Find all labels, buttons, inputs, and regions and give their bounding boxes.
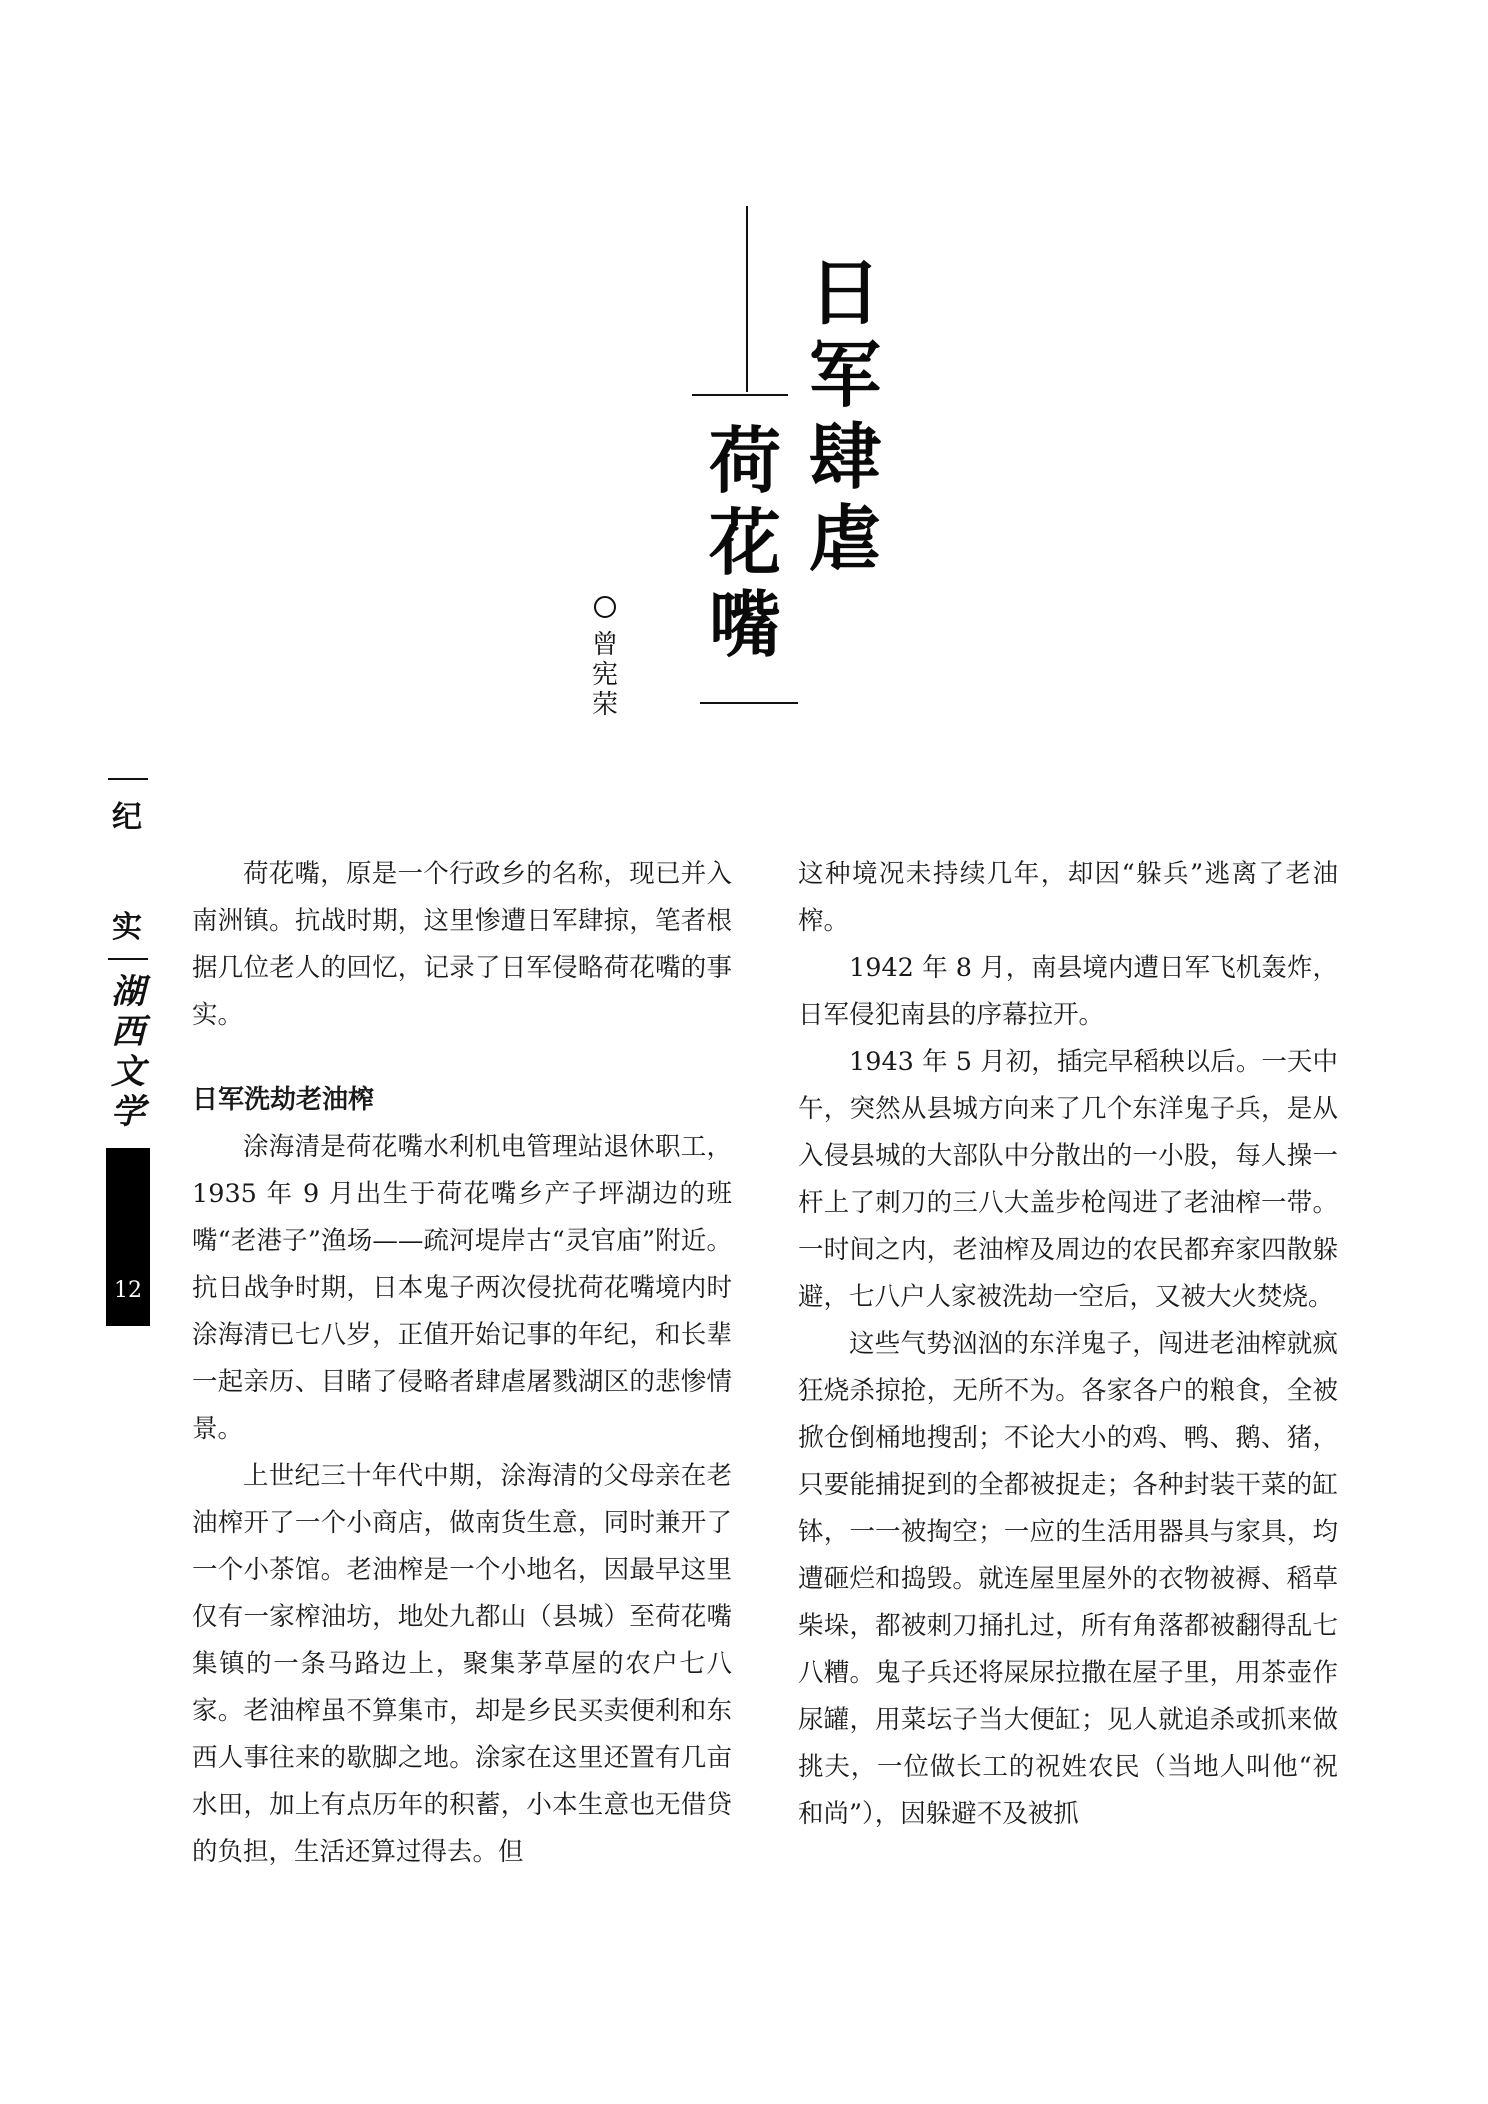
title-char: 荷	[708, 419, 781, 503]
side-rule-middle	[108, 958, 148, 960]
magazine-name	[106, 972, 150, 1132]
left-column	[192, 851, 732, 1876]
body-paragraph: 这种境况未持续几年，却因“躲兵”逃离了老油榨。	[798, 859, 1338, 936]
title-line-1	[800, 252, 890, 580]
body-paragraph: 上世纪三十年代中期，涂海清的父母亲在老油榨开了一个小商店，做南货生意，同时兼开了一个小茶馆。老油榨是一个小地名，因最早这里仅有一家榨油坊，地处九都山（县城）至荷花嘴集镇的一条马路边上，聚集茅草屋的农户七八家。老油榨虽不算集市，却是乡民买卖便利和东西人事往来的歇脚之地。涂家在这里还置有几亩水田，加上有点历年的积蓄，小本生意也无借贷的负担，生活还算过得去。但	[192, 1461, 732, 1867]
author-char: 荣	[591, 690, 618, 720]
title-rule-top	[692, 394, 788, 396]
body-paragraph: 1942 年 8 月，南县境内遭日军飞机轰炸，日军侵犯南县的序幕拉开。	[798, 953, 1338, 1030]
title-rule-vertical	[746, 206, 748, 392]
page-number: 12	[114, 1278, 142, 1303]
category-char: 实	[112, 910, 142, 945]
magazine-char: 文	[111, 1052, 145, 1092]
title-line-2	[700, 420, 790, 666]
category-char: 纪	[112, 800, 142, 835]
right-column	[798, 851, 1338, 1838]
title-char: 日	[808, 251, 881, 335]
magazine-char: 西	[111, 1012, 145, 1052]
title-char: 军	[808, 333, 881, 417]
author-char: 曾	[591, 630, 618, 660]
title-char: 虐	[808, 497, 881, 581]
author-char: 宪	[591, 660, 618, 690]
body-paragraph: 这些气势汹汹的东洋鬼子，闯进老油榨就疯狂烧杀掠抢，无所不为。各家各户的粮食，全被掀仓倒桶地搜刮；不论大小的鸡、鸭、鹅、猪，只要能捕捉到的全都被捉走；各种封装干菜的缸钵，一一被掏空；一应的生活用器具与家具，均遭砸烂和捣毁。就连屋里屋外的衣物被褥、稻草柴垛，都被刺刀捅扎过，所有角落都被翻得乱七八糟。鬼子兵还将屎尿拉撒在屋子里，用茶壶作尿罐，用菜坛子当大便缸；见人就追杀或抓来做挑夫，一位做长工的祝姓农民（当地人叫他“祝和尚”），因躲避不及被抓	[798, 1329, 1338, 1829]
author-circle-icon	[594, 596, 616, 618]
side-rule-top	[108, 778, 148, 780]
title-char: 嘴	[708, 583, 781, 667]
title-rule-bottom	[700, 702, 798, 704]
intro-paragraph: 荷花嘴，原是一个行政乡的名称，现已并入南洲镇。抗战时期，这里惨遭日军肆掠，笔者根据几位老人的回忆，记录了日军侵略荷花嘴的事实。	[192, 859, 732, 1030]
magazine-char: 湖	[111, 972, 145, 1012]
author-name	[588, 630, 622, 720]
magazine-char: 学	[111, 1092, 145, 1132]
section-title: 日军洗劫老油榨	[192, 1085, 375, 1115]
title-char: 花	[708, 501, 781, 585]
title-char: 肆	[808, 415, 881, 499]
body-paragraph: 1943 年 5 月初，插完早稻秧以后。一天中午，突然从县城方向来了几个东洋鬼子兵，是从入侵县城的大部队中分散出的一小股，每人操一杆上了刺刀的三八大盖步枪闯进了老油榨一带。一时间之内，老油榨及周边的农民都弃家四散躲避，七八户人家被洗劫一空后，又被大火焚烧。	[798, 1047, 1338, 1312]
body-paragraph: 涂海清是荷花嘴水利机电管理站退休职工，1935 年 9 月出生于荷花嘴乡产子坪湖边的班嘴“老港子”渔场——疏河堤岸古“灵官庙”附近。抗日战争时期，日本鬼子两次侵扰荷花嘴境内时涂海清已七八岁，正值开始记事的年纪，和长辈一起亲历、目睹了侵略者肆虐屠戮湖区的悲惨情景。	[192, 1132, 732, 1444]
